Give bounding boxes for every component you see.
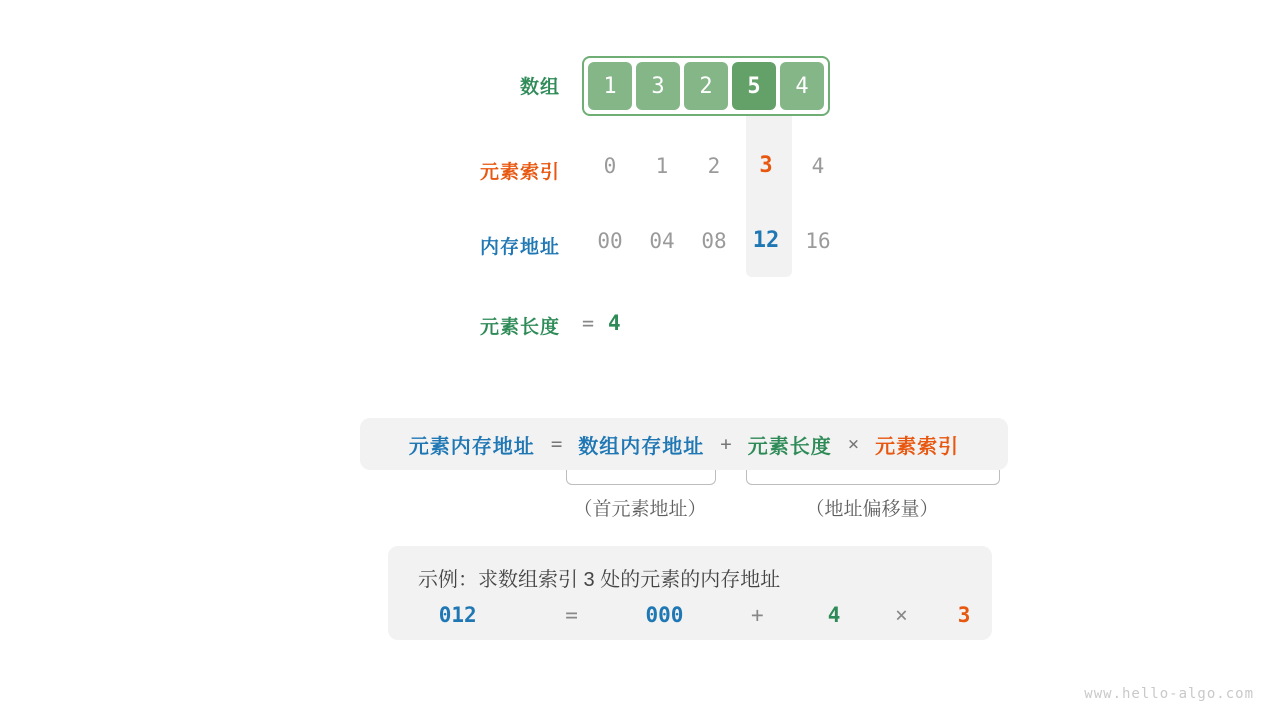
- index-row: [584, 153, 844, 178]
- address-value: 08: [701, 228, 727, 253]
- index-value: 0: [603, 153, 617, 178]
- example-index: 3: [957, 603, 971, 627]
- formula-term-element-address: 元素内存地址: [408, 435, 535, 458]
- address-value: 04: [649, 228, 675, 253]
- example-equation: [388, 598, 992, 632]
- index-value-highlighted: 3: [759, 153, 773, 178]
- caption-address-offset: （地址偏移量）: [805, 499, 939, 520]
- address-row: [584, 228, 844, 253]
- brace-first-element: [566, 470, 716, 485]
- formula-equals: =: [550, 433, 563, 455]
- array-cell: 4: [780, 62, 824, 110]
- element-size-value: 4: [608, 311, 621, 335]
- formula-box: [360, 418, 1008, 470]
- element-size-line: [582, 311, 621, 335]
- array-cell: 1: [588, 62, 632, 110]
- label-memory-address: 内存地址: [479, 237, 560, 258]
- address-value: 00: [597, 228, 623, 253]
- formula-times: ×: [847, 433, 860, 455]
- formula-term-element-index: 元素索引: [875, 435, 960, 458]
- label-array: 数组: [519, 77, 560, 98]
- index-value: 1: [655, 153, 669, 178]
- label-element-size: 元素长度: [479, 317, 560, 338]
- example-times: ×: [895, 603, 908, 627]
- example-box: [388, 546, 992, 640]
- example-title: 示例：求数组索引 3 处的元素的内存地址: [418, 569, 781, 591]
- formula-plus: +: [720, 433, 732, 455]
- array-container: [582, 56, 830, 116]
- example-equals: =: [565, 603, 578, 627]
- brace-address-offset: [746, 470, 1000, 485]
- formula-term-element-size: 元素长度: [747, 435, 832, 458]
- example-result: 012: [438, 603, 477, 627]
- address-value: 16: [805, 228, 831, 253]
- array-cell-highlighted: 5: [732, 62, 776, 110]
- example-element-size: 4: [827, 603, 841, 627]
- index-value: 4: [811, 153, 825, 178]
- index-value: 2: [707, 153, 721, 178]
- label-element-index: 元素索引: [479, 162, 560, 183]
- formula-term-array-address: 数组内存地址: [578, 435, 705, 458]
- example-plus: +: [751, 603, 764, 627]
- array-cell: 2: [684, 62, 728, 110]
- element-size-equals: =: [582, 311, 595, 335]
- array-cell: 3: [636, 62, 680, 110]
- watermark: www.hello-algo.com: [1084, 686, 1254, 702]
- caption-first-element-address: （首元素地址）: [573, 499, 707, 520]
- example-base-address: 000: [645, 603, 684, 627]
- address-value-highlighted: 12: [752, 228, 780, 253]
